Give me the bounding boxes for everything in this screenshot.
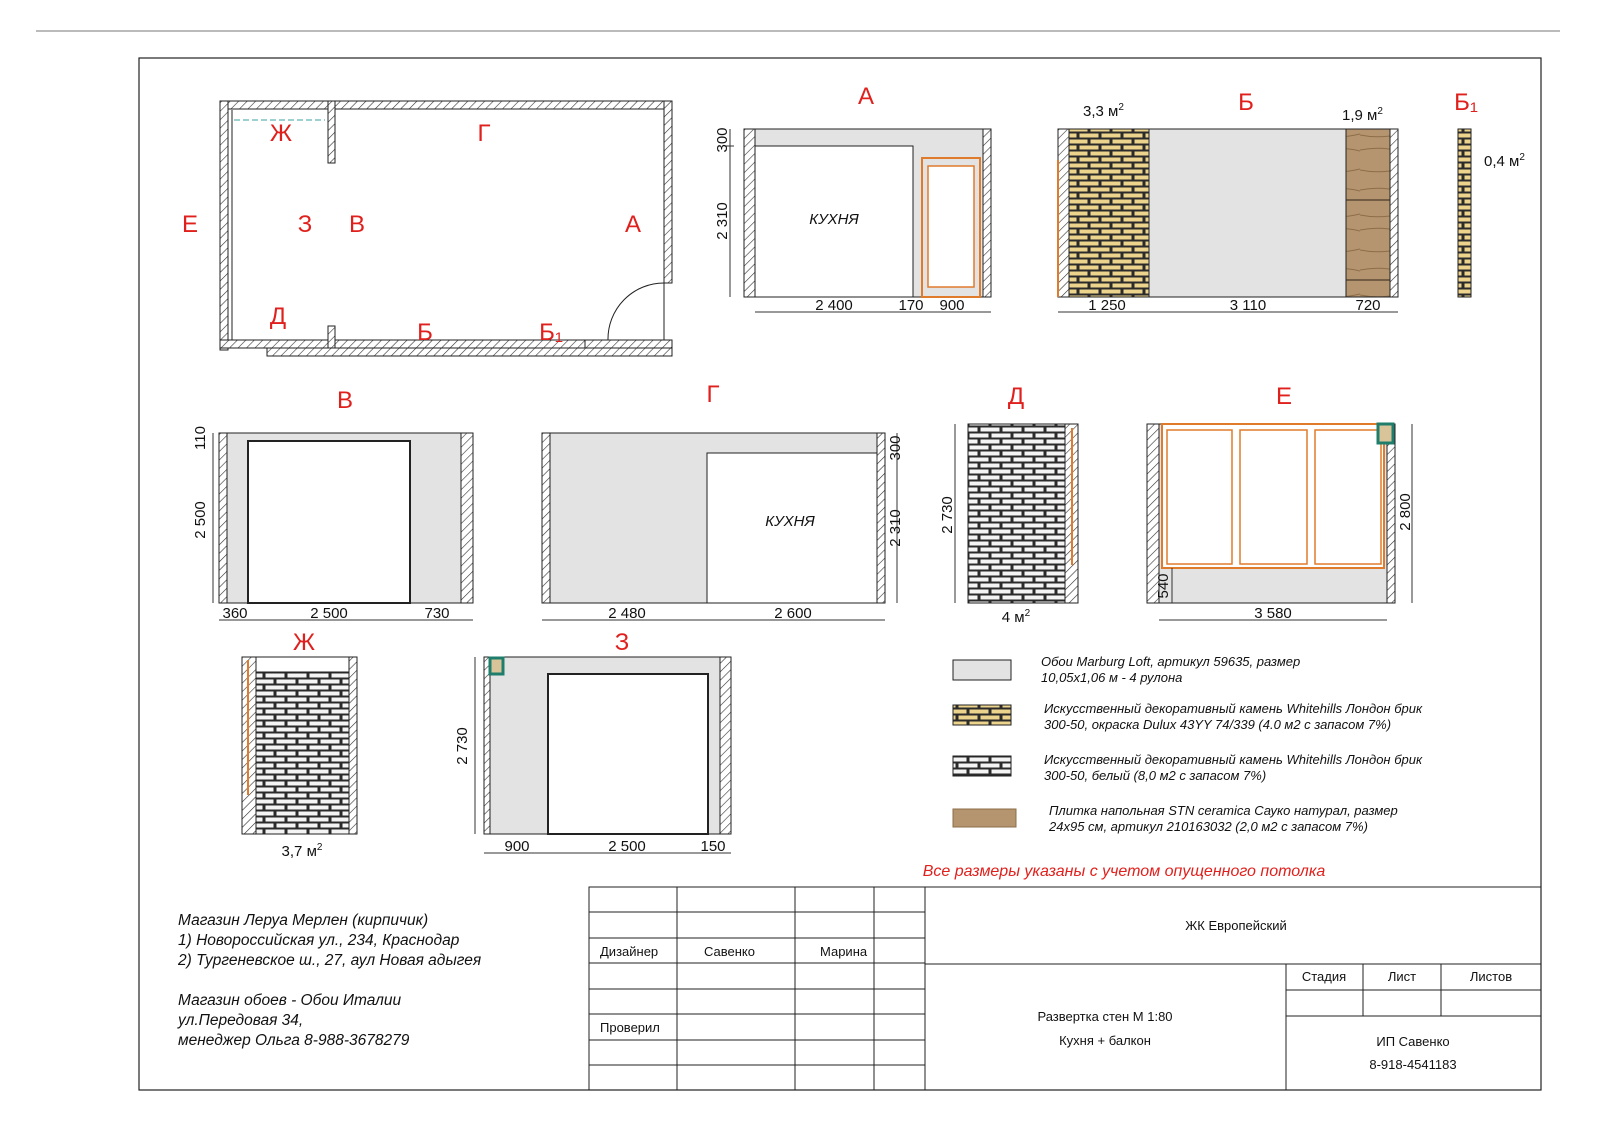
elevation-z-title: З (614, 629, 630, 656)
elevation-a-dim-h1: 2 400 (815, 297, 853, 314)
elevation-z-dim-h3: 150 (700, 838, 726, 855)
legend-swatch-yellow-brick (953, 705, 1011, 725)
elevation-a-dim-h2: 170 (898, 297, 924, 314)
store-1-title: Магазин Леруа Мерлен (кирпичик) (178, 912, 429, 929)
legend-3-line2: 300-50, белый (8,0 м2 с запасом 7%) (1044, 768, 1267, 783)
elevation-b1-title: Б₁ (1454, 89, 1478, 116)
elevation-v-dim-v1: 110 (192, 426, 209, 450)
elevation-e-dim-v2: 2 800 (1397, 493, 1414, 531)
elevation-z-dim-h2: 2 500 (608, 838, 646, 855)
tb-designer-name: Марина (820, 944, 868, 959)
elevation-g-dim-h2: 2 600 (774, 605, 812, 622)
elevation-v-dim-h1: 360 (222, 605, 248, 622)
tb-designer-surname: Савенко (704, 944, 755, 959)
plan-label-b1: Б₁ (539, 319, 563, 346)
elevation-g-dim-v2: 2 310 (887, 509, 904, 547)
elevation-d-title: Д (1007, 383, 1025, 410)
elevation-g-room: КУХНЯ (765, 513, 815, 530)
tb-drawing-sub: Кухня + балкон (1059, 1033, 1151, 1048)
elevation-d-dim-v1: 2 730 (939, 496, 956, 534)
legend-3-line1: Искусственный декоративный камень Whitehills Лондон брик (1044, 752, 1423, 767)
store-1-address-1: 1) Новороссийская ул., 234, Краснодар (178, 932, 460, 949)
elevation-g-dim-v1: 300 (887, 435, 904, 461)
store-2-manager: менеджер Ольга 8-988-3678279 (178, 1032, 410, 1049)
elevation-z-dim-h1: 900 (504, 838, 530, 855)
tb-project: ЖК Европейский (1185, 918, 1287, 933)
elevation-g-title: Г (706, 381, 720, 408)
legend-swatch-white-brick (953, 756, 1011, 776)
legend-2-line2: 300-50, окраска Dulux 43YY 74/339 (4.0 м2 с запасом 7%) (1044, 717, 1392, 732)
floor-plan (182, 101, 672, 356)
elevation-zh-area: 3,7 $м^2$ (281, 842, 323, 860)
elevation-b1 (1454, 89, 1525, 297)
store-2-address: ул.Передовая 34, (178, 1012, 304, 1029)
plan-label-zh: Ж (269, 120, 293, 147)
elevation-v-dim-h2: 2 500 (310, 605, 348, 622)
elevation-v-dim-v2: 2 500 (192, 501, 209, 539)
tb-designer-label: Дизайнер (600, 944, 659, 959)
legend-swatch-wood-tile (953, 809, 1016, 827)
elevation-b-area-left: 3,3 $м^2$ (1083, 102, 1124, 120)
elevation-v-dim-h3: 730 (424, 605, 450, 622)
elevation-b1-area: 0,4 $м^2$ (1484, 152, 1525, 170)
elevation-z-dim-v1: 2 730 (454, 727, 471, 765)
elevation-z (454, 629, 731, 855)
legend (953, 654, 1423, 834)
legend-1-line1: Обои Marburg Loft, артикул 59635, размер (1041, 654, 1301, 669)
elevation-b-title: Б (1238, 89, 1254, 116)
legend-4-line2: 24х95 см, артикул 210163032 (2,0 м2 с запасом 7%) (1049, 819, 1368, 834)
elevation-a-dim-v2: 2 310 (714, 202, 731, 240)
elevation-b (1058, 89, 1398, 314)
elevation-a-dim-h3: 900 (939, 297, 965, 314)
plan-label-z: З (297, 211, 313, 238)
elevation-g (542, 381, 904, 622)
elevation-d-area: 4 $м^2$ (1001, 608, 1031, 626)
title-block-text (600, 918, 1512, 1072)
elevation-e (1147, 383, 1414, 622)
legend-4-line1: Плитка напольная STN ceramica Сауко натурал, размер (1049, 803, 1398, 818)
elevation-a (714, 83, 991, 314)
tb-stage: Стадия (1301, 969, 1347, 984)
elevation-e-title: Е (1275, 383, 1293, 410)
legend-1-line2: 10,05х1,06 м - 4 рулона (1041, 670, 1183, 685)
elevation-b-dim-h2: 3 110 (1229, 297, 1267, 314)
elevation-v-title: В (336, 387, 354, 414)
legend-swatch-wallpaper (953, 660, 1011, 680)
tb-checked-label: Проверил (600, 1020, 660, 1035)
elevation-v (192, 387, 473, 622)
elevation-zh-title: Ж (292, 629, 316, 656)
plan-label-b: Б (417, 319, 433, 346)
note-ceiling: Все размеры указаны с учетом опущенного потолка (922, 863, 1326, 880)
elevation-a-dim-v1: 300 (714, 127, 731, 153)
elevation-e-dim-v1: 540 (1155, 573, 1172, 599)
tb-sheets: Листов (1469, 969, 1513, 984)
stores (177, 912, 481, 1049)
legend-2-line1: Искусственный декоративный камень Whitehills Лондон брик (1044, 701, 1423, 716)
elevation-a-title: А (857, 83, 875, 110)
plan-label-v: В (348, 211, 366, 238)
tb-sheet: Лист (1387, 969, 1417, 984)
elevation-zh (242, 629, 357, 860)
plan-label-e: Е (181, 211, 199, 238)
elevation-g-dim-h1: 2 480 (608, 605, 646, 622)
tb-drawing-title: Развертка стен М 1:80 (1037, 1009, 1173, 1024)
tb-company: ИП Савенко (1376, 1034, 1450, 1049)
store-2-title: Магазин обоев - Обои Италии (178, 992, 402, 1009)
elevation-b-area-right: 1,9 $м^2$ (1342, 106, 1383, 124)
elevation-a-room: КУХНЯ (809, 211, 859, 228)
elevation-b-dim-h1: 1 250 (1088, 297, 1126, 314)
elevation-e-dim-h1: 3 580 (1254, 605, 1292, 622)
plan-label-a: А (624, 211, 642, 238)
plan-label-d: Д (269, 303, 287, 330)
tb-phone: 8-918-4541183 (1369, 1057, 1457, 1072)
elevation-d (939, 383, 1078, 626)
store-1-address-2: 2) Тургеневское ш., 27, аул Новая адыгея (178, 952, 482, 969)
plan-label-g: Г (477, 120, 491, 147)
elevation-b-dim-h3: 720 (1355, 297, 1381, 314)
